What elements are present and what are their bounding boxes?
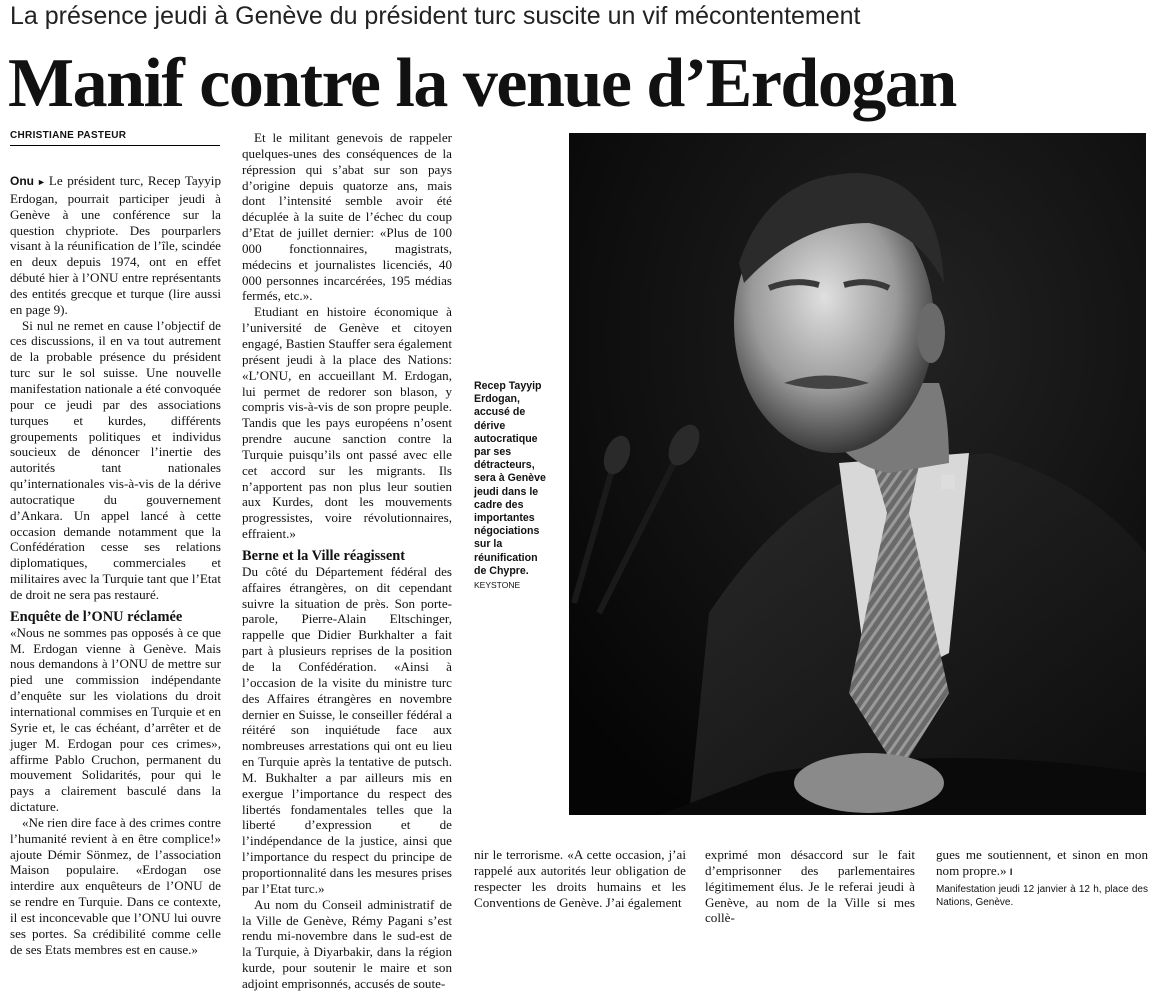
caption-text: Recep Tayyip Erdogan, accusé de dérive autocratique par ses détracteurs, sera à Genève jeudi dans le cadre des importantes négociations sur la réunification de Chypre.: [474, 380, 546, 577]
closing-text: gues me soutiennent, et sinon en mon nom propre.»: [936, 847, 1148, 878]
column-4: [705, 847, 915, 926]
lead-paragraph: [10, 173, 221, 318]
paragraph: Du côté du Département fédéral des affaires étrangères, on dit cependant suivre la situation de près. Son porte-parole, Pierre-Alain Eltschinger, rappelle que Didier Burkhalter a fait part à plusieurs reprises de la position de la Confédération. «Ainsi à l’occasion de la visite du ministre turc des Affaires étrangères en novembre dernier en Suisse, le conseiller fédéral a réitéré son inquiétude face aux nombreuses arrestations qui ont eu lieu en Turquie après la tentative de putsch. M. Bukhalter a par ailleurs mis en exergue l’importance du respect des libertés fondamentales telles que la liberté d’expression et de l’indépendance de la justice, ainsi que l’importance du respect du principe de proportionnalité dans les mesures prises par l’Etat turc.»: [242, 563, 452, 896]
paragraph: «Ne rien dire face à des crimes contre l’humanité revient à en être complice!» ajoute Démir Sönmez, de l’association Maison populaire. «Erdogan ose interdire aux enquêteurs de l’ONU de se rendre en Turquie. Dans ce contexte, il est inconcevable que l’ONU lui ouvre ses portes. Sa crédibilité comme celle de ses Etats membres est en cause.»: [10, 814, 221, 957]
paragraph: exprimé mon désaccord sur le fait d’emprisonner des parlementaires légitimement élus. Je le referai jeudi à Genève, au nom de la Ville si mes collè-: [705, 847, 915, 926]
article-kicker: La présence jeudi à Genève du président turc suscite un vif mécontentement: [10, 2, 861, 30]
erdogan-portrait-image: [569, 133, 1146, 815]
article-headline: Manif contre la venue d’Erdogan: [8, 45, 956, 122]
end-mark: I: [1009, 866, 1013, 877]
column-2: [242, 130, 452, 992]
rubric-label: Onu: [10, 174, 34, 188]
paragraph: Si nul ne remet en cause l’objectif de ces discussions, il en va tout autrement de la probable présence du président turc sur le sol suisse. Une nouvelle manifestation nationale a été convoquée pour ce jeudi par des associations turques et kurdes, différents groupements politiques et individus soucieux de dénoncer l’inertie des autorités tant nationales qu’internationales vis-à-vis de la dérive autocratique du gouvernement d’Ankara. Un appel lancé à cette occasion demande notamment que la Confédération cesse ses relations diplomatiques, commerciales et militaires avec la Turquie tant que l’Etat de droit ne sera pas restauré.: [10, 317, 221, 602]
paragraph: Et le militant genevois de rappeler quelques-unes des conséquences de la répression qui s’abat sur son pays d’origine depuis quatorze ans, mais dont l’intensité semble avoir été décuplée à la suite de l’échec du coup d’Etat de juillet dernier: «Plus de 100 000 fonctionnaires, magistrats, médecins et journalistes licenciés, 40 000 personnes incarcérées, 195 médias fermés, etc.».: [242, 130, 452, 304]
paragraph: Etudiant en histoire économique à l’université de Genève et citoyen engagé, Bastien Stauffer sera également présent jeudi à la place des Nations: «L’ONU, en accueillant M. Erdogan, lui permet de redorer son blason, y compris vis-à-vis de son propre peuple. Tandis que les pays européens n’osent prendre aucune sanction contre la Turquie puisqu’ils ont passé avec elle cet accord sur les migrants. Ils n’apportent pas non plus leur soutien aux Kurdes, dont les mouvements progressistes, voire révolutionnaires, effraient.»: [242, 304, 452, 542]
subheading: Enquête de l’ONU réclamée: [10, 608, 183, 625]
lead-text: Le président turc, Recep Tayyip Erdogan, pourrait participer jeudi à Genève à une conférence sur la question chypriote. Des pourparlers visant à la réunification de l’île, scindée en deux depuis 1974, ont en effet débuté hier à l’ONU entre représentants des entités grecque et turque (lire aussi en page 9).: [10, 173, 221, 317]
paragraph: nir le terrorisme. «A cette occasion, j’ai rappelé aux autorités leur obligation de respecter les droits humains et les Conventions de Genève. J’ai également: [474, 847, 686, 910]
byline: CHRISTIANE PASTEUR: [10, 130, 127, 141]
column-3: [474, 847, 686, 910]
paragraph: «Nous ne sommes pas opposés à ce que M. Erdogan vienne à Genève. Mais nous demandons à l’ONU de mettre sur pied une commission indépendante d’enquête sur les violations du droit international commises en Turquie et en Syrie et, le cas échéant, d’arrêter et de juger M. Erdogan pour ces crimes», affirme Pablo Cruchon, permanent du mouvement Solidarités, pour qui le pays a clairement basculé dans la dictature.: [10, 624, 221, 815]
photo-caption: [474, 380, 552, 592]
photo-credit: KEYSTONE: [474, 580, 521, 591]
column-5: [936, 847, 1148, 909]
event-note: Manifestation jeudi 12 janvier à 12 h, place des Nations, Genève.: [936, 883, 1148, 908]
byline-rule: [10, 145, 220, 146]
paragraph: Au nom du Conseil administratif de la Ville de Genève, Rémy Pagani s’est rendu mi-novembre dans le sud-est de la Turquie, à Diyarbakir, dans la région kurde, pour soutenir le maire et son adjoint emprisonnés, accusés de soute-: [242, 896, 452, 991]
column-1: [10, 173, 221, 958]
portrait-photo: [569, 133, 1146, 815]
subheading: Berne et la Ville réagissent: [242, 547, 406, 564]
paragraph: [936, 847, 1148, 881]
rubric-arrow-icon: ►: [37, 177, 46, 187]
